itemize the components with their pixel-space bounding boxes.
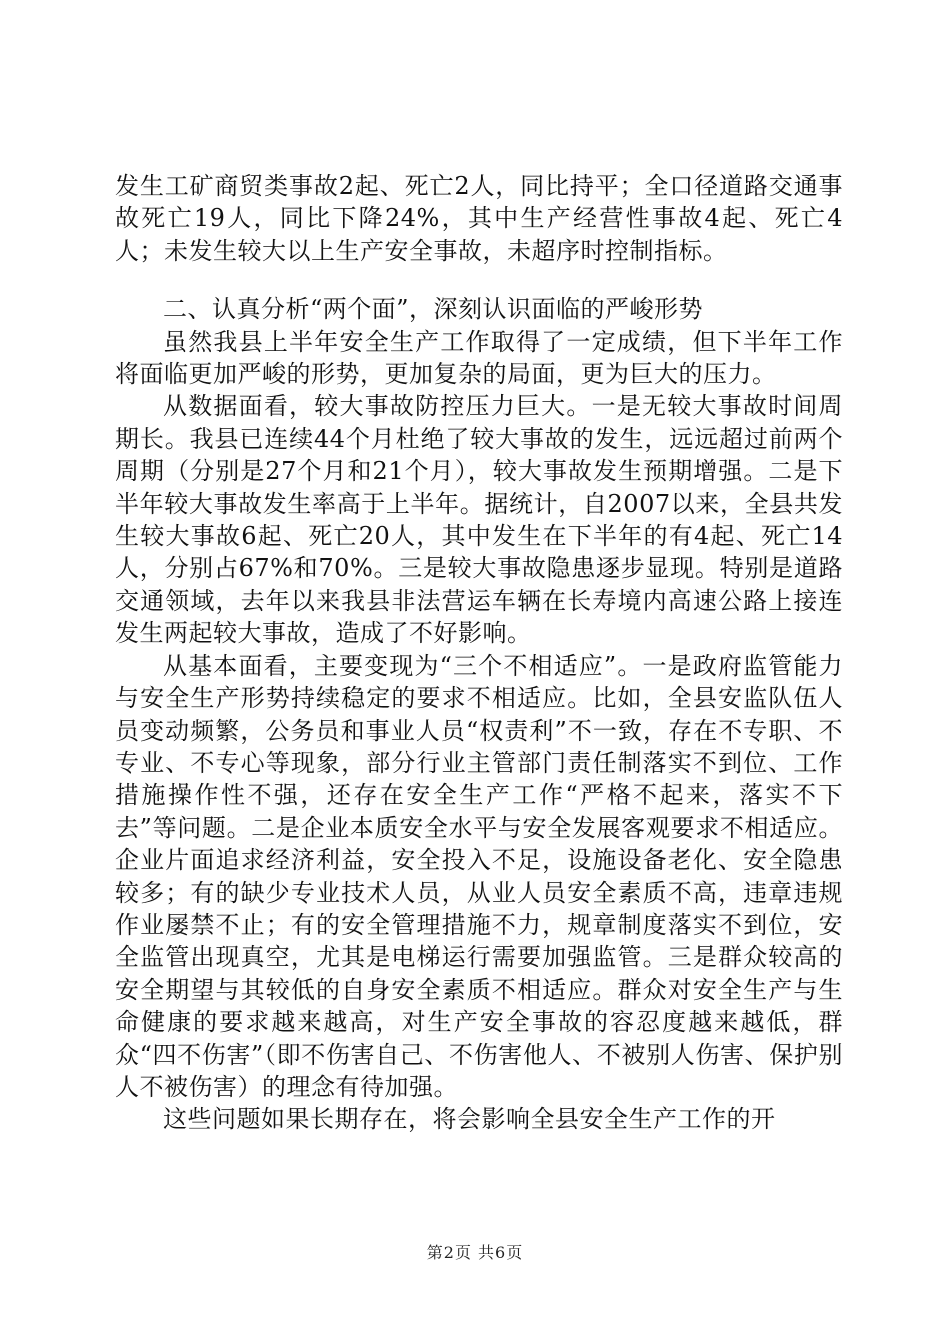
- page-number-footer: 第2页 共6页: [426, 1243, 524, 1262]
- paragraph-data-analysis: 从数据面看，较大事故防控压力巨大。一是无较大事故时间周期长。我县已连续44个月杜绝了较大事故的发生，远远超过前两个周期（分别是27个月和21个月），较大事故发生预期增强。二是下半年较大事故发生率高于上半年。据统计，自2007以来，全县共发生较大事故6起、死亡20人，其中发生在下半年的有4起、死亡14人，分别占67%和70%。三是较大事故隐患逐步显现。特别是道路交通领域，去年以来我县非法营运车辆在长寿境内高速公路上接连发生两起较大事故，造成了不好影响。: [115, 392, 843, 648]
- paragraph-continuation: 发生工矿商贸类事故2起、死亡2人，同比持平；全口径道路交通事故死亡19人，同比下降24%，其中生产经营性事故4起、死亡4人；未发生较大以上生产安全事故，未超序时控制指标。: [115, 172, 843, 265]
- paragraph-intro: 虽然我县上半年安全生产工作取得了一定成绩，但下半年工作将面临更加严峻的形势，更加复杂的局面，更为巨大的压力。: [115, 327, 843, 389]
- paragraph-fundamentals: 从基本面看，主要变现为“三个不相适应”。一是政府监管能力与安全生产形势持续稳定的要求不相适应。比如，全县安监队伍人员变动频繁，公务员和事业人员“权责利”不一致，存在不专职、不专业、不专心等现象，部分行业主管部门责任制落实不到位、工作措施操作性不强，还存在安全生产工作“严格不起来，落实不下去”等问题。二是企业本质安全水平与安全发展客观要求不相适应。企业片面追求经济利益，安全投入不足，设施设备老化、安全隐患较多；有的缺少专业技术人员，从业人员安全素质不高，违章违规作业屡禁不止；有的安全管理措施不力，规章制度落实不到位，安全监管出现真空，尤其是电梯运行需要加强监管。三是群众较高的安全期望与其较低的自身安全素质不相适应。群众对安全生产与生命健康的要求越来越高，对生产安全事故的容忍度越来越低，群众“四不伤害”（即不伤害自己、不伤害他人、不被别人伤害、保护别人不被伤害）的理念有待加强。: [115, 651, 843, 1101]
- paragraph-conclusion: 这些问题如果长期存在，将会影响全县安全生产工作的开: [163, 1105, 776, 1134]
- section-heading: 二、认真分析“两个面”，深刻认识面临的严峻形势: [163, 295, 704, 324]
- document-body: [115, 170, 843, 1136]
